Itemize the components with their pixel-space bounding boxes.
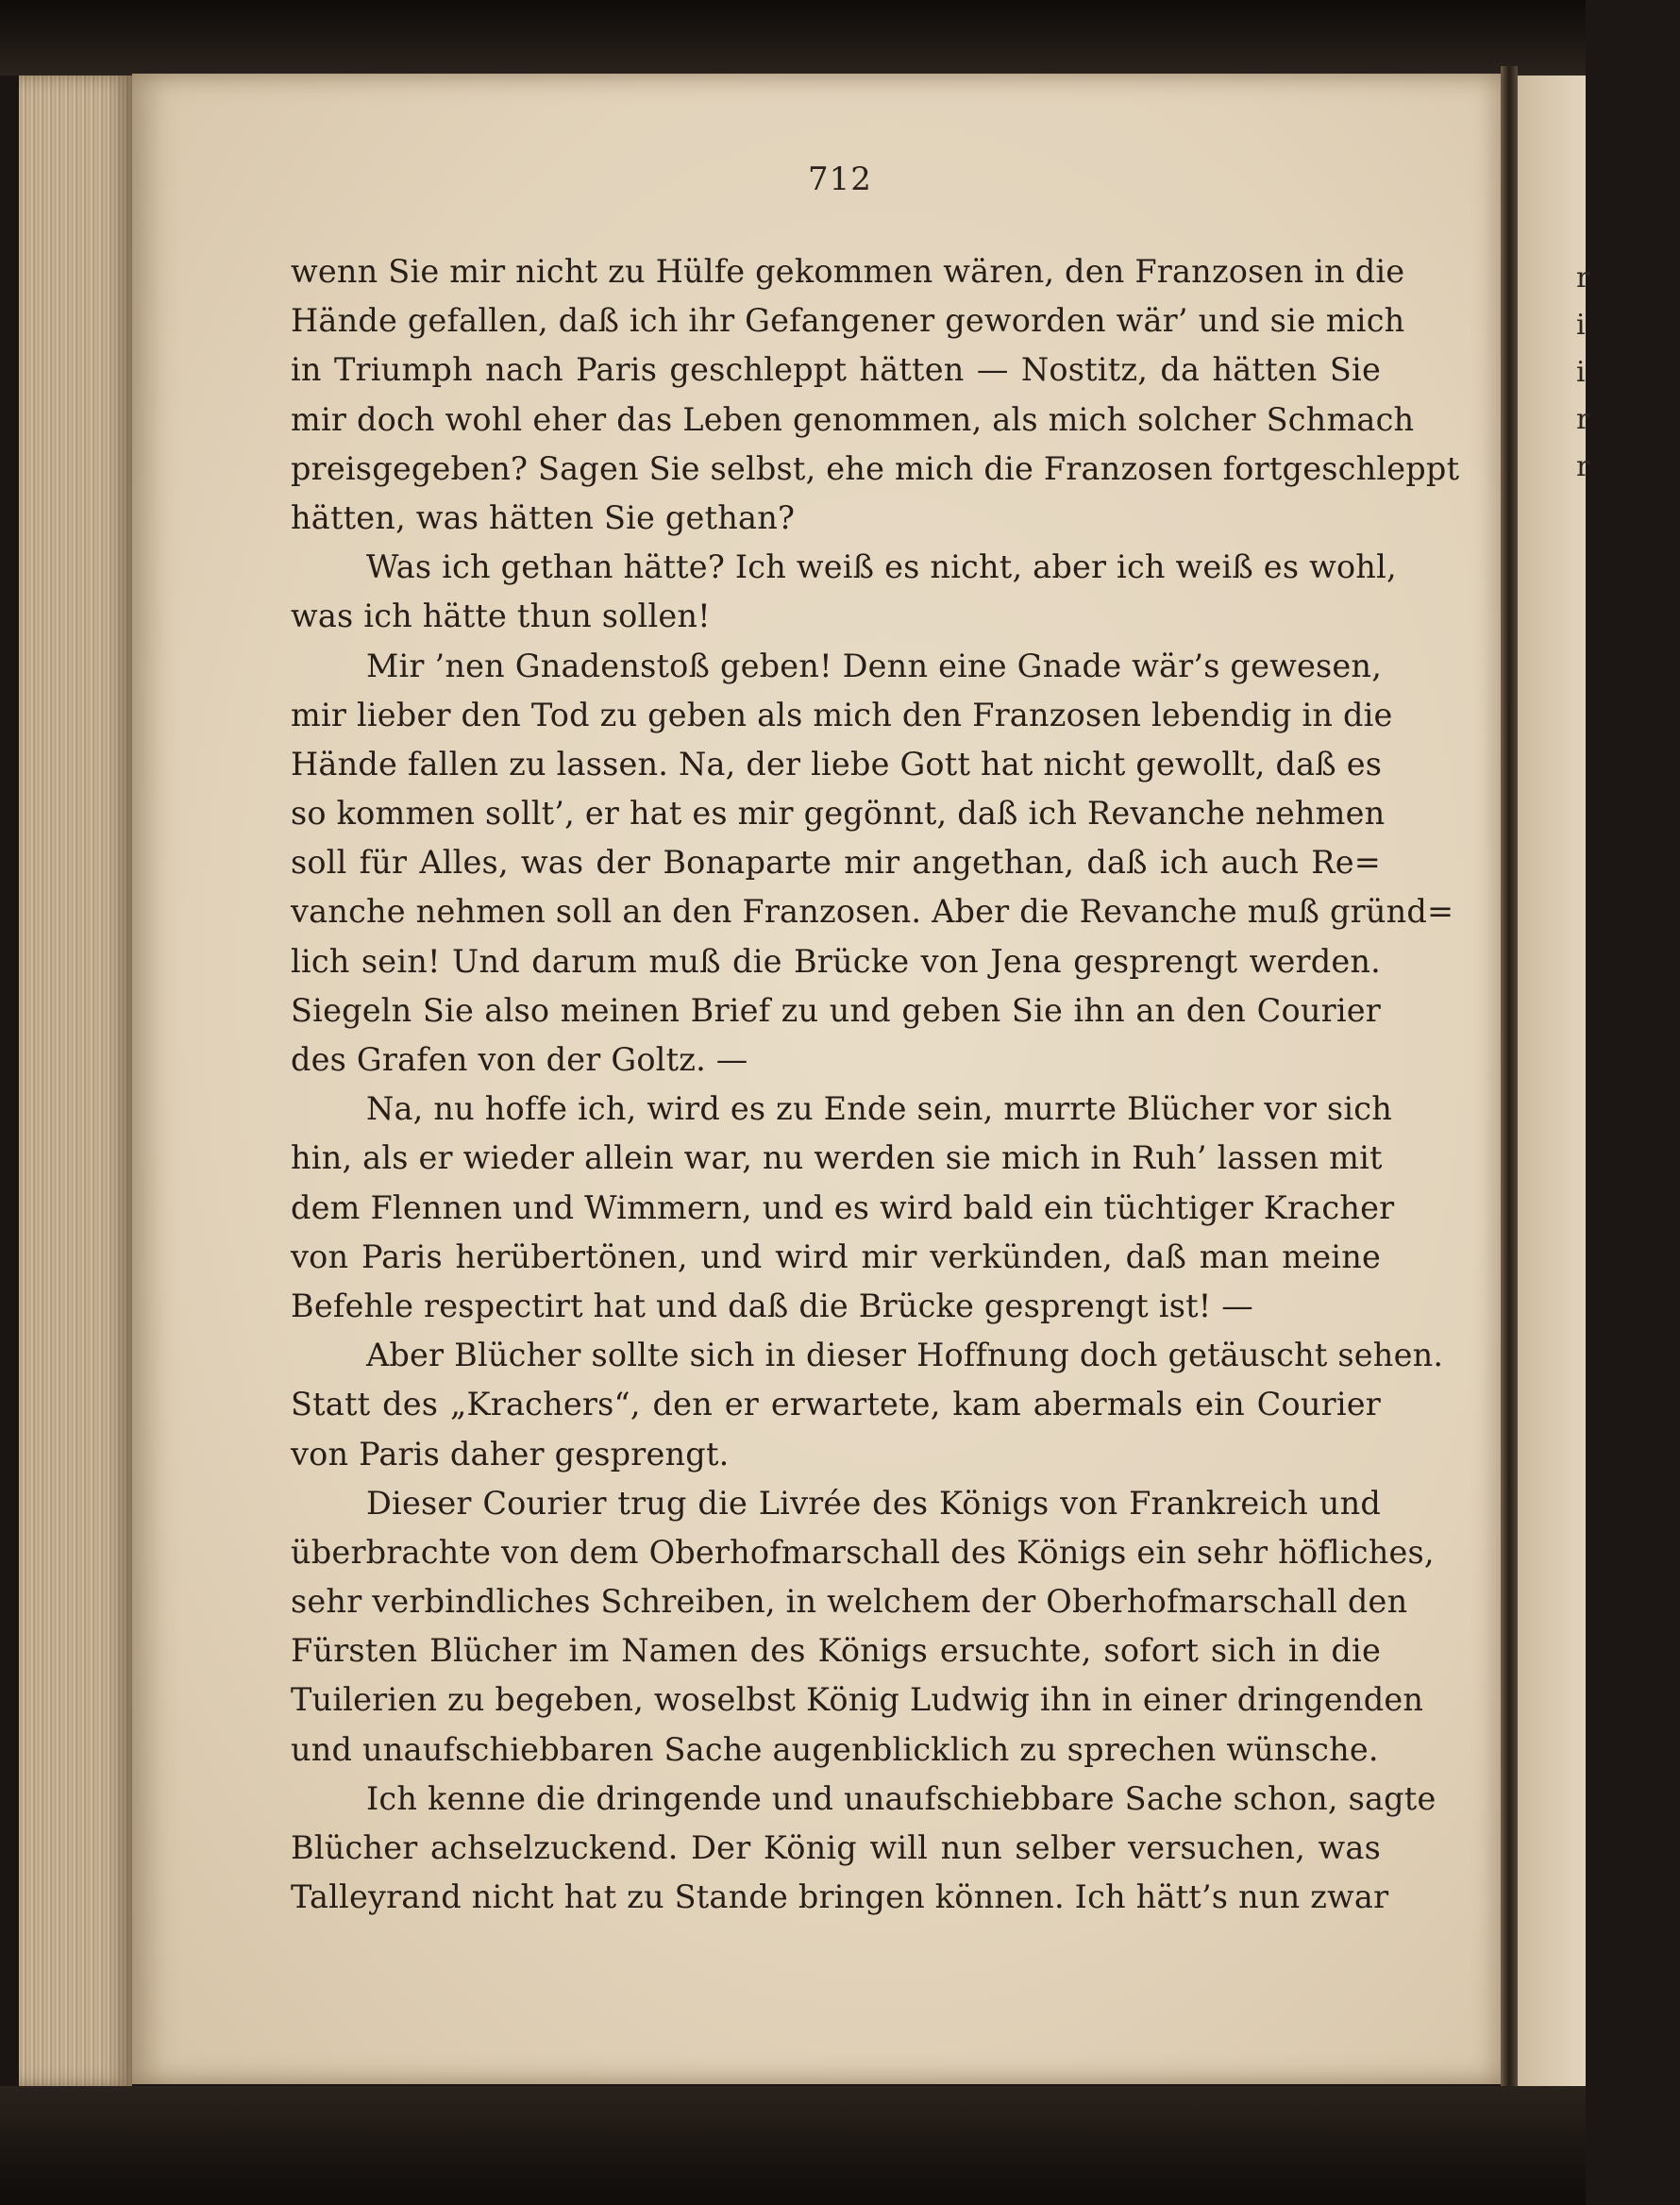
text-line: Tuilerien zu begeben, woselbst König Ludwig ihn in einer dringenden xyxy=(291,1681,1424,1719)
book-gutter xyxy=(1501,66,1518,2096)
book-top-edge xyxy=(0,0,1586,76)
text-line: dem Flennen und Wimmern, und es wird bald ein tüchtiger Kracher xyxy=(291,1188,1395,1226)
text-line: Siegeln Sie also meinen Brief zu und geben Sie ihn an den Courier xyxy=(291,991,1381,1029)
text-line: Statt des „Krachers“, den er erwartete, kam abermals ein Courier xyxy=(291,1386,1381,1423)
text-line: was ich hätte thun sollen! xyxy=(291,598,711,635)
text-line: Befehle respectirt hat und daß die Brücke gesprengt ist! — xyxy=(291,1287,1253,1324)
text-line: Aber Blücher sollte sich in dieser Hoffnung doch getäuscht sehen. xyxy=(366,1337,1444,1374)
text-line: vanche nehmen soll an den Franzosen. Aber die Revanche muß gründ= xyxy=(291,893,1454,931)
text-line: Fürsten Blücher im Namen des Königs ersuchte, sofort sich in die xyxy=(291,1632,1381,1670)
next-page-text-fragments: r i i r r xyxy=(1576,261,1590,483)
text-line: Mir ’nen Gnadenstoß geben! Denn eine Gnade wär’s gewesen, xyxy=(366,647,1383,684)
text-line: von Paris daher gesprengt. xyxy=(291,1435,730,1473)
body-text xyxy=(291,247,1460,1922)
text-line: lich sein! Und darum muß die Brücke von Jena gesprengt werden. xyxy=(291,942,1381,980)
page-stack-edge xyxy=(19,76,132,2086)
text-line: soll für Alles, was der Bonaparte mir angethan, daß ich auch Re= xyxy=(291,844,1381,882)
book-bottom-edge xyxy=(0,2086,1586,2205)
text-line: mir doch wohl eher das Leben genommen, als mich solcher Schmach xyxy=(291,400,1415,438)
text-line: des Grafen von der Goltz. — xyxy=(291,1041,748,1078)
text-line: Blücher achselzuckend. Der König will nun selber versuchen, was xyxy=(291,1829,1381,1866)
page-number: 712 xyxy=(808,160,872,198)
text-line: mir lieber den Tod zu geben als mich den Franzosen lebendig in die xyxy=(291,696,1393,733)
text-line: hätten, was hätten Sie gethan? xyxy=(291,498,796,536)
text-line: sehr verbindliches Schreiben, in welchem der Oberhofmarschall den xyxy=(291,1583,1408,1621)
text-line: preisgegeben? Sagen Sie selbst, ehe mich die Franzosen fortgeschleppt xyxy=(291,449,1460,487)
text-line: Talleyrand nicht hat zu Stande bringen können. Ich hätt’s nun zwar xyxy=(291,1878,1389,1916)
text-line: Hände fallen zu lassen. Na, der liebe Gott hat nicht gewollt, daß es xyxy=(291,745,1383,783)
text-line: so kommen sollt’, er hat es mir gegönnt, daß ich Revanche nehmen xyxy=(291,795,1386,833)
text-line: Dieser Courier trug die Livrée des Königs von Frankreich und xyxy=(366,1484,1381,1522)
text-line: in Triumph nach Paris geschleppt hätten — Nostitz, da hätten Sie xyxy=(291,351,1381,389)
text-line: Hände gefallen, daß ich ihr Gefangener geworden wär’ und sie mich xyxy=(291,302,1405,340)
text-line: überbrachte von dem Oberhofmarschall des Königs ein sehr höfliches, xyxy=(291,1533,1435,1571)
text-line: Was ich gethan hätte? Ich weiß es nicht, aber ich weiß es wohl, xyxy=(366,548,1397,586)
text-line: und unaufschiebbaren Sache augenblicklich zu sprechen wünsche. xyxy=(291,1730,1379,1768)
text-line: wenn Sie mir nicht zu Hülfe gekommen wären, den Franzosen in die xyxy=(291,253,1405,290)
text-line: von Paris herübertönen, und wird mir verkünden, daß man meine xyxy=(291,1237,1381,1275)
text-line: Na, nu hoffe ich, wird es zu Ende sein, murrte Blücher vor sich xyxy=(366,1090,1392,1128)
text-line: hin, als er wieder allein war, nu werden sie mich in Ruh’ lassen mit xyxy=(291,1139,1383,1177)
text-line: Ich kenne die dringende und unaufschiebbare Sache schon, sagte xyxy=(366,1779,1436,1817)
